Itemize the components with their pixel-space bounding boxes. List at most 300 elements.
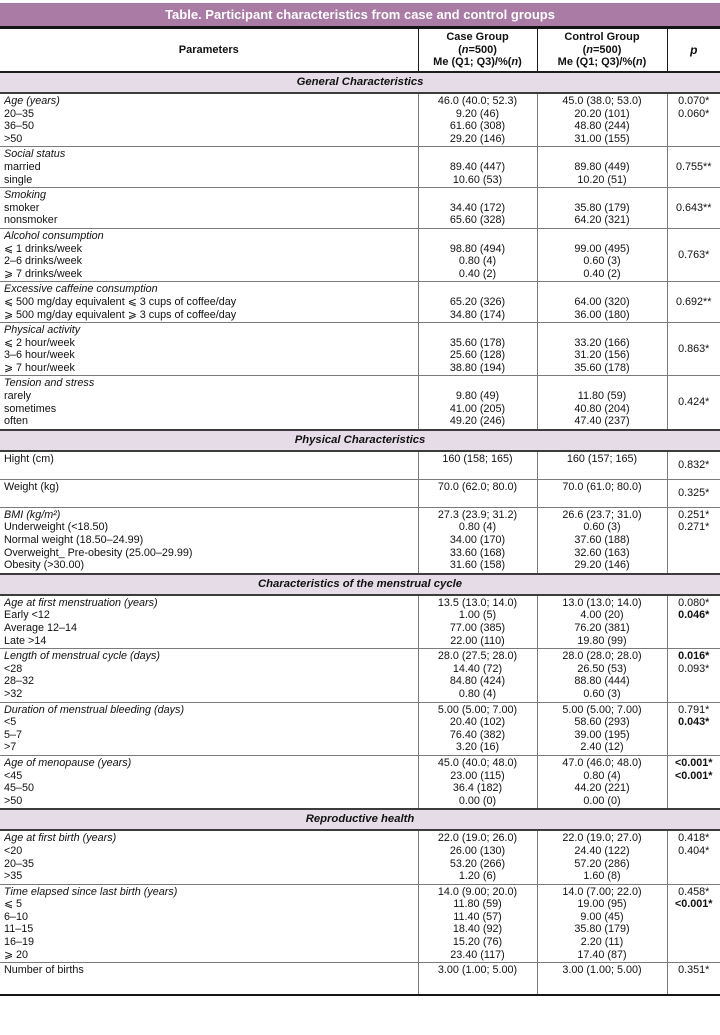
control-value: 2.20 (11) <box>580 936 624 949</box>
case-value: 11.40 (57) <box>453 910 502 923</box>
p-value-cell <box>667 963 720 996</box>
control-value: 0.60 (3) <box>583 521 621 534</box>
parameter-label: <20 <box>4 844 23 857</box>
parameter-cell <box>0 649 418 702</box>
parameter-group-row <box>0 282 720 323</box>
section-band-row <box>0 574 720 595</box>
case-value: 23.40 (117) <box>450 948 505 961</box>
case-value: 46.0 (40.0; 52.3) <box>437 95 518 107</box>
control-value: 70.0 (61.0; 80.0) <box>562 480 642 493</box>
case-value: 9.20 (46) <box>455 107 500 120</box>
case-value <box>423 283 533 296</box>
header-case-group: Case Group (n=500) Me (Q1; Q3)/%(n) <box>418 29 537 72</box>
case-value: 61.60 (308) <box>449 120 506 133</box>
parameter-cell <box>0 830 418 884</box>
case-value-cell <box>418 323 537 376</box>
parameter-label: ⩾ 7 drinks/week <box>4 267 83 280</box>
case-value <box>423 230 533 243</box>
case-value: 0.00 (0) <box>458 794 497 807</box>
parameter-cell <box>0 595 418 649</box>
parameter-label: ⩽ 500 mg/day equivalent ⩽ 3 cups of coffee/day <box>4 295 237 308</box>
case-value: 23.00 (115) <box>450 769 505 782</box>
parameter-label: rarely <box>4 390 31 403</box>
p-value-cell <box>667 188 720 229</box>
case-value-cell <box>418 702 537 755</box>
control-value-cell <box>537 595 667 649</box>
parameter-cell <box>0 479 418 507</box>
p-value: 0.418* <box>678 832 710 845</box>
control-value: 44.20 (221) <box>574 782 630 795</box>
parameter-group-row <box>0 188 720 229</box>
p-value: <0.001* <box>674 898 713 911</box>
p-value: 0.643** <box>676 201 712 214</box>
parameter-group-row <box>0 830 720 884</box>
parameter-label: 20–35 <box>4 857 35 870</box>
case-value-cell <box>418 649 537 702</box>
control-value: 11.80 (59) <box>577 390 627 403</box>
parameter-label: >50 <box>4 132 23 145</box>
control-value: 22.0 (19.0; 27.0) <box>562 832 642 845</box>
control-value: 5.00 (5.00; 7.00) <box>562 703 642 716</box>
section-band-label: Reproductive health <box>0 809 720 830</box>
p-value: <0.001* <box>674 769 713 782</box>
p-value <box>672 534 717 547</box>
control-value-cell <box>537 147 667 188</box>
p-value-cell <box>667 228 720 281</box>
control-value: 24.40 (122) <box>574 844 630 857</box>
case-value-cell <box>418 451 537 480</box>
control-value: 64.20 (321) <box>574 214 630 227</box>
parameter-cell <box>0 93 418 147</box>
p-value: 0.763* <box>678 248 710 261</box>
case-value-cell <box>418 507 537 573</box>
p-value-cell <box>667 830 720 884</box>
p-value: 0.404* <box>678 844 710 857</box>
control-value-cell <box>537 228 667 281</box>
p-value-cell <box>667 755 720 809</box>
case-value-cell <box>418 282 537 323</box>
control-value: 35.80 (179) <box>574 923 630 936</box>
p-value: 0.046* <box>678 609 710 622</box>
p-value-cell <box>667 507 720 573</box>
p-value-cell <box>667 702 720 755</box>
parameter-label: Age of menopause (years) <box>4 756 132 769</box>
control-value-cell <box>537 507 667 573</box>
p-value: 0.093* <box>678 662 710 675</box>
case-value: 70.0 (62.0; 80.0) <box>437 480 518 493</box>
p-value <box>672 547 717 560</box>
parameter-label: Tension and stress <box>4 377 95 390</box>
parameter-cell <box>0 228 418 281</box>
control-value: 0.40 (2) <box>583 267 621 280</box>
p-value <box>672 559 717 572</box>
case-value: 77.00 (385) <box>449 622 506 634</box>
parameter-label: Hight (cm) <box>4 452 54 465</box>
case-value-cell <box>418 188 537 229</box>
control-value: 39.00 (195) <box>574 728 630 741</box>
p-value-cell <box>667 282 720 323</box>
control-value <box>542 148 663 161</box>
parameter-label: >35 <box>4 870 23 883</box>
parameter-group-row <box>0 755 720 809</box>
control-value: 0.60 (3) <box>583 687 621 700</box>
control-value: 13.0 (13.0; 14.0) <box>562 596 642 609</box>
p-value <box>672 911 717 924</box>
parameter-label: Age (years) <box>4 95 60 107</box>
case-value: 25.60 (128) <box>449 349 506 362</box>
control-value-cell <box>537 830 667 884</box>
p-value-cell <box>667 376 720 430</box>
parameter-label: single <box>4 173 33 186</box>
control-value: 76.20 (381) <box>574 622 630 634</box>
p-value: 0.755** <box>676 160 712 173</box>
control-value: 64.00 (320) <box>574 295 630 308</box>
parameter-label: >32 <box>4 687 23 700</box>
case-value-cell <box>418 595 537 649</box>
control-value: 31.20 (156) <box>574 349 630 362</box>
p-value: 0.351* <box>678 964 710 977</box>
case-value-cell <box>418 376 537 430</box>
section-band-row <box>0 430 720 451</box>
case-value-cell <box>418 755 537 809</box>
parameter-label: Age at first menstruation (years) <box>4 596 158 609</box>
parameter-label: 28–32 <box>4 675 35 688</box>
p-value <box>672 133 717 146</box>
parameter-group-row <box>0 147 720 188</box>
parameter-cell <box>0 702 418 755</box>
case-value: 11.80 (59) <box>453 898 502 911</box>
control-value: 47.0 (46.0; 48.0) <box>562 756 642 769</box>
parameter-cell <box>0 147 418 188</box>
control-value-cell <box>537 451 667 480</box>
parameter-label: nonsmoker <box>4 214 58 227</box>
parameter-label: married <box>4 160 41 173</box>
p-value: 0.832* <box>678 459 710 472</box>
p-value <box>672 120 717 133</box>
control-value: 20.20 (101) <box>574 107 630 120</box>
parameter-group-row <box>0 702 720 755</box>
case-value: 0.40 (2) <box>458 267 497 280</box>
control-value-cell <box>537 93 667 147</box>
case-value: 45.0 (40.0; 48.0) <box>437 756 518 769</box>
control-value: 89.80 (449) <box>574 160 630 173</box>
case-value: 15.20 (76) <box>452 936 503 949</box>
control-value: 28.0 (28.0; 28.0) <box>562 650 642 663</box>
control-value: 37.60 (188) <box>574 534 630 547</box>
case-value: 20.40 (102) <box>449 716 506 729</box>
control-value: 2.40 (12) <box>580 741 624 754</box>
case-value: 65.20 (326) <box>449 295 506 308</box>
section-band-row <box>0 72 720 93</box>
parameter-label: Early <12 <box>4 609 50 622</box>
section-band-label: Physical Characteristics <box>0 430 720 451</box>
parameter-group-row <box>0 884 720 963</box>
control-value: 35.80 (179) <box>574 201 630 214</box>
p-value-cell <box>667 884 720 963</box>
p-value <box>672 870 717 883</box>
parameter-group-row <box>0 649 720 702</box>
parameter-label: smoker <box>4 201 40 214</box>
control-value: 48.80 (244) <box>574 120 630 133</box>
case-value: 36.4 (182) <box>452 782 503 795</box>
p-value: 0.251* <box>678 508 710 521</box>
parameter-label: Weight (kg) <box>4 480 60 493</box>
p-value <box>672 795 717 808</box>
parameter-cell <box>0 376 418 430</box>
case-value: 0.80 (4) <box>458 687 497 700</box>
p-value-cell <box>667 147 720 188</box>
p-value: <0.001* <box>674 756 713 769</box>
case-value <box>423 148 533 161</box>
parameter-label: <45 <box>4 769 23 782</box>
parameter-label: ⩽ 1 drinks/week <box>4 242 83 255</box>
parameter-label: >50 <box>4 794 23 807</box>
parameter-label: ⩽ 2 hour/week <box>4 336 75 349</box>
case-value-cell <box>418 884 537 963</box>
control-value: 32.60 (163) <box>574 546 630 559</box>
parameter-group-row <box>0 323 720 376</box>
p-value: 0.325* <box>678 487 710 500</box>
case-value: 33.60 (168) <box>449 546 506 559</box>
p-value <box>672 622 717 635</box>
control-value <box>542 324 663 337</box>
p-value: 0.863* <box>678 342 710 355</box>
parameter-label: Age at first birth (years) <box>4 832 117 845</box>
control-value-cell <box>537 282 667 323</box>
case-value: 29.20 (146) <box>449 132 506 145</box>
p-value <box>672 741 717 754</box>
case-value: 65.60 (328) <box>449 214 506 227</box>
control-value: 14.0 (7.00; 22.0) <box>562 885 642 898</box>
case-value-cell <box>418 830 537 884</box>
control-value: 36.00 (180) <box>574 308 630 321</box>
p-value <box>672 936 717 949</box>
case-value: 53.20 (266) <box>449 857 506 870</box>
case-value: 3.00 (1.00; 5.00) <box>437 964 518 977</box>
p-value: 0.458* <box>678 885 710 898</box>
control-value: 4.00 (20) <box>580 609 624 622</box>
parameter-label: ⩽ 5 <box>4 898 23 911</box>
case-value: 0.80 (4) <box>458 255 497 268</box>
control-value-cell <box>537 963 667 996</box>
control-value: 9.00 (45) <box>580 910 624 923</box>
case-value: 14.40 (72) <box>452 662 503 675</box>
parameter-label: 2–6 drinks/week <box>4 255 83 268</box>
parameter-group-row <box>0 228 720 281</box>
p-value: 0.060* <box>678 107 710 120</box>
case-value <box>423 324 533 337</box>
parameter-label: Social status <box>4 148 66 161</box>
control-value-cell <box>537 884 667 963</box>
parameter-label: Excessive caffeine consumption <box>4 283 158 296</box>
parameter-label: 45–50 <box>4 782 35 795</box>
parameter-label: Late >14 <box>4 634 47 647</box>
parameter-label: 11–15 <box>4 923 34 936</box>
case-value: 22.00 (110) <box>450 634 505 647</box>
case-value: 28.0 (27.5; 28.0) <box>437 650 518 663</box>
p-value <box>672 923 717 936</box>
section-band-row <box>0 809 720 830</box>
control-value <box>542 283 663 296</box>
p-value: 0.424* <box>678 396 710 409</box>
case-value: 10.60 (53) <box>452 173 503 186</box>
parameter-cell <box>0 188 418 229</box>
parameter-cell <box>0 884 418 963</box>
p-value-cell <box>667 595 720 649</box>
parameter-label: Number of births <box>4 964 84 977</box>
control-value-cell <box>537 702 667 755</box>
case-value: 89.40 (447) <box>449 160 506 173</box>
control-value: 35.60 (178) <box>574 361 630 374</box>
case-value: 160 (158; 165) <box>442 452 513 465</box>
parameter-label: Obesity (>30.00) <box>4 559 85 572</box>
parameter-label: 20–35 <box>4 107 35 120</box>
control-value-cell <box>537 479 667 507</box>
p-value: 0.043* <box>678 716 710 729</box>
control-value: 31.00 (155) <box>574 132 630 145</box>
case-value: 14.0 (9.00; 20.0) <box>437 885 518 898</box>
header-control-group: Control Group (n=500) Me (Q1; Q3)/%(n) <box>537 29 667 72</box>
parameter-label: ⩾ 7 hour/week <box>4 361 75 374</box>
parameter-label: ⩾ 20 <box>4 948 29 961</box>
control-value: 57.20 (286) <box>574 857 630 870</box>
control-value: 45.0 (38.0; 53.0) <box>562 95 642 107</box>
control-value: 0.60 (3) <box>583 255 621 268</box>
parameter-label: BMI (kg/m²) <box>4 508 61 521</box>
parameter-label: Time elapsed since last birth (years) <box>4 885 178 898</box>
parameter-label: Duration of menstrual bleeding (days) <box>4 703 185 716</box>
case-value: 0.80 (4) <box>458 521 497 534</box>
p-value <box>672 858 717 871</box>
control-value: 88.80 (444) <box>574 675 630 688</box>
control-value-cell <box>537 649 667 702</box>
parameter-cell <box>0 323 418 376</box>
control-value: 19.00 (95) <box>577 898 627 911</box>
p-value <box>672 635 717 648</box>
control-value-cell <box>537 755 667 809</box>
case-value: 1.00 (5) <box>458 609 497 622</box>
case-value: 5.00 (5.00; 7.00) <box>437 703 518 716</box>
control-value: 0.00 (0) <box>583 794 621 807</box>
parameter-group-row <box>0 479 720 507</box>
parameter-label: Length of menstrual cycle (days) <box>4 650 161 663</box>
case-value: 49.20 (246) <box>449 415 506 428</box>
control-value: 40.80 (204) <box>574 402 630 415</box>
parameter-label: Average 12–14 <box>4 622 78 634</box>
parameter-cell <box>0 451 418 480</box>
p-value: 0.271* <box>678 521 710 534</box>
control-value: 26.6 (23.7; 31.0) <box>562 508 642 521</box>
parameter-cell <box>0 282 418 323</box>
case-value: 84.80 (424) <box>449 675 506 688</box>
p-value <box>672 782 717 795</box>
parameter-label: Normal weight (18.50–24.99) <box>4 534 144 547</box>
case-value-cell <box>418 479 537 507</box>
case-value: 9.80 (49) <box>455 390 500 403</box>
control-value <box>542 189 663 202</box>
p-value <box>672 949 717 962</box>
case-value: 18.40 (92) <box>452 923 503 936</box>
case-value: 13.5 (13.0; 14.0) <box>437 596 518 609</box>
control-value: 26.50 (53) <box>577 662 627 675</box>
control-value: 160 (157; 165) <box>566 452 638 465</box>
p-value-cell <box>667 649 720 702</box>
control-value: 3.00 (1.00; 5.00) <box>562 964 642 977</box>
control-value <box>542 377 663 390</box>
p-value <box>672 675 717 688</box>
parameter-label: ⩾ 500 mg/day equivalent ⩾ 3 cups of coffee/day <box>4 308 237 321</box>
parameter-label: sometimes <box>4 402 57 415</box>
control-value: 58.60 (293) <box>574 716 630 729</box>
case-value: 98.80 (494) <box>449 242 506 255</box>
control-value-cell <box>537 188 667 229</box>
parameter-label: 3–6 hour/week <box>4 349 75 362</box>
header-p-value: p <box>667 29 720 72</box>
p-value <box>672 729 717 742</box>
case-value-cell <box>418 147 537 188</box>
case-value: 35.60 (178) <box>449 336 506 349</box>
parameter-group-row <box>0 451 720 480</box>
parameter-group-row <box>0 93 720 147</box>
case-value-cell <box>418 228 537 281</box>
header-parameters: Parameters <box>0 29 418 72</box>
parameter-group-row <box>0 376 720 430</box>
control-value: 0.80 (4) <box>583 769 621 782</box>
control-value: 29.20 (146) <box>574 559 630 572</box>
control-value: 1.60 (8) <box>583 870 621 883</box>
parameter-label: Overweight_ Pre-obesity (25.00–29.99) <box>4 546 193 559</box>
case-value: 27.3 (23.9; 31.2) <box>437 508 518 521</box>
p-value: 0.791* <box>678 703 710 716</box>
control-value: 33.20 (166) <box>574 336 630 349</box>
p-value-cell <box>667 323 720 376</box>
control-value: 17.40 (87) <box>577 948 627 961</box>
case-value: 34.40 (172) <box>449 201 506 214</box>
case-value: 38.80 (194) <box>449 361 506 374</box>
parameter-group-row <box>0 963 720 996</box>
p-value: 0.692** <box>676 295 712 308</box>
section-band-label: Characteristics of the menstrual cycle <box>0 574 720 595</box>
participant-characteristics-table <box>0 29 720 996</box>
p-value <box>672 688 717 701</box>
case-value-cell <box>418 963 537 996</box>
control-value: 19.80 (99) <box>577 634 627 647</box>
case-value: 34.80 (174) <box>449 308 506 321</box>
case-value <box>423 377 533 390</box>
p-value: 0.080* <box>678 596 710 609</box>
parameter-group-row <box>0 507 720 573</box>
p-value: 0.016* <box>678 650 710 663</box>
parameter-group-row <box>0 595 720 649</box>
p-value: 0.070* <box>678 95 710 107</box>
parameter-label: <28 <box>4 662 23 675</box>
control-value <box>542 230 663 243</box>
control-value: 99.00 (495) <box>574 242 630 255</box>
parameter-label: Physical activity <box>4 324 81 337</box>
parameter-label: Smoking <box>4 189 47 202</box>
case-value <box>423 189 533 202</box>
parameter-cell <box>0 507 418 573</box>
case-value: 3.20 (16) <box>455 741 500 754</box>
header-row <box>0 29 720 72</box>
case-value: 26.00 (130) <box>449 844 506 857</box>
parameter-label: Underweight (<18.50) <box>4 521 109 534</box>
section-band-label: General Characteristics <box>0 72 720 93</box>
parameter-label: >7 <box>4 741 17 754</box>
parameter-cell <box>0 755 418 809</box>
parameter-label: <5 <box>4 716 17 729</box>
case-value-cell <box>418 93 537 147</box>
